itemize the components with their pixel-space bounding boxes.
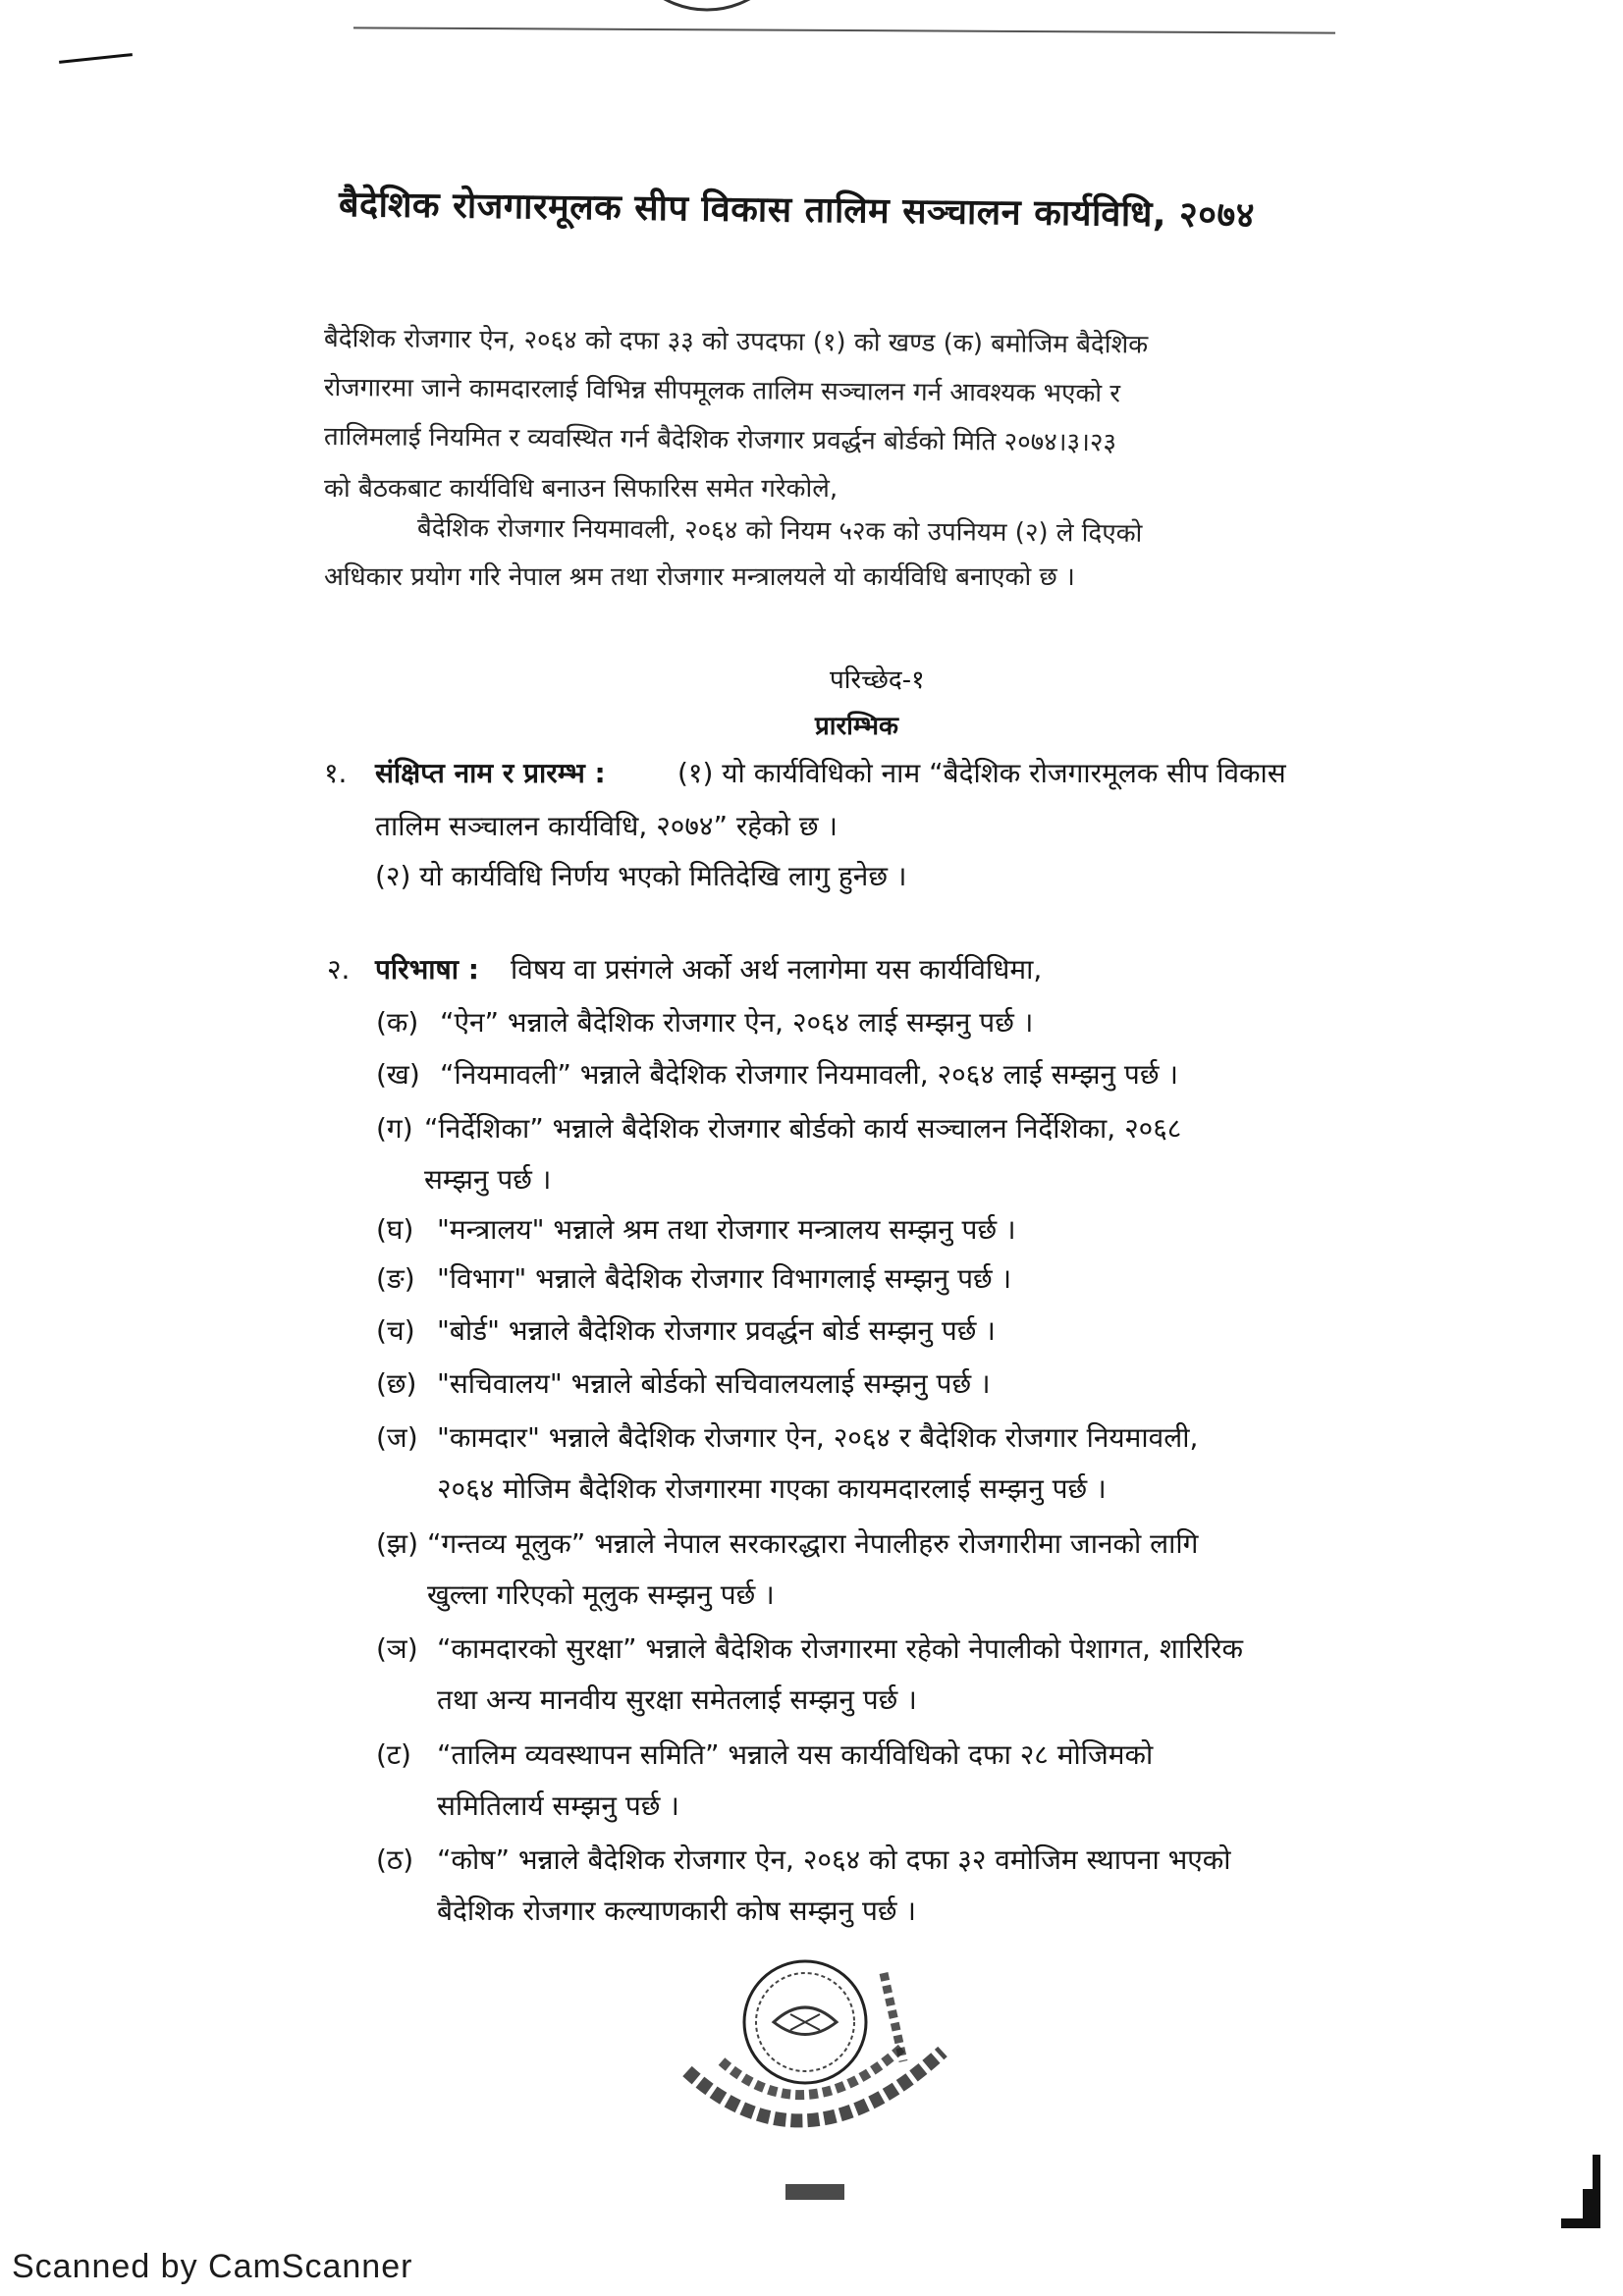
definition-label: (ञ) bbox=[376, 1632, 418, 1665]
definition-label: (ज) bbox=[376, 1421, 418, 1454]
definition-text: बैदेशिक रोजगार कल्याणकारी कोष सम्झनु पर्छ । bbox=[437, 1895, 917, 1927]
section-text: (१) यो कार्यविधिको नाम “बैदेशिक रोजगारमूलक सीप विकास bbox=[677, 757, 1286, 789]
definition-label: (ख) bbox=[376, 1058, 420, 1091]
definition-text: "सचिवालय" भन्नाले बोर्डको सचिवालयलाई सम्झनु पर्छ । bbox=[437, 1367, 991, 1400]
definition-text: खुल्ला गरिएको मूलुक सम्झनु पर्छ । bbox=[427, 1578, 775, 1611]
scanner-watermark: Scanned by CamScanner bbox=[12, 2248, 413, 2285]
definition-label: (घ) bbox=[376, 1213, 414, 1246]
definition-text: समितिलार्य सम्झनु पर्छ । bbox=[437, 1789, 679, 1822]
section-intro: विषय वा प्रसंगले अर्को अर्थ नलागेमा यस कार्यविधिमा, bbox=[511, 953, 1043, 986]
definition-text: “कोष” भन्नाले बैदेशिक रोजगार ऐन, २०६४ को दफा ३२ वमोजिम स्थापना भएको bbox=[437, 1843, 1231, 1876]
pen-dash-mark bbox=[59, 53, 133, 64]
document-title: बैदेशिक रोजगारमूलक सीप विकास तालिम सञ्चालन कार्यविधि, २०७४ bbox=[338, 185, 1256, 237]
chapter-name: प्रारम्भिक bbox=[815, 712, 898, 741]
definition-text: सम्झनु पर्छ । bbox=[424, 1163, 552, 1196]
section-heading: संक्षिप्त नाम र प्रारम्भ : bbox=[375, 757, 606, 789]
definition-text: “गन्तव्य मूलुक” भन्नाले नेपाल सरकारद्धारा नेपालीहरु रोजगारीमा जानको लागि bbox=[427, 1527, 1199, 1560]
definition-text: “ऐन” भन्नाले बैदेशिक रोजगार ऐन, २०६४ लाई सम्झनु पर्छ । bbox=[440, 1006, 1034, 1039]
definition-label: (झ) bbox=[376, 1527, 419, 1560]
definition-text: तथा अन्य मानवीय सुरक्षा समेतलाई सम्झनु पर्छ । bbox=[437, 1683, 917, 1716]
definition-label: (छ) bbox=[376, 1367, 417, 1400]
definition-label: (क) bbox=[376, 1006, 419, 1039]
chapter-number: परिच्छेद-१ bbox=[830, 666, 925, 695]
official-seal-stamp bbox=[648, 1953, 982, 2218]
definition-label: (ग) bbox=[376, 1112, 413, 1145]
section-number: २. bbox=[327, 953, 351, 986]
preamble-line: बैदेशिक रोजगार नियमावली, २०६४ को नियम ५२क को उपनियम (२) ले दिएको bbox=[416, 513, 1143, 549]
definition-text: २०६४ मोजिम बैदेशिक रोजगारमा गएका कायमदारलाई सम्झनु पर्छ । bbox=[437, 1472, 1107, 1505]
definition-label: (ट) bbox=[376, 1738, 411, 1771]
definition-text: “निर्देशिका” भन्नाले बैदेशिक रोजगार बोर्डको कार्य सञ्चालन निर्देशिका, २०६८ bbox=[424, 1112, 1182, 1145]
definition-text: “तालिम व्यवस्थापन समिति” भन्नाले यस कार्यविधिको दफा २८ मोजिमको bbox=[437, 1738, 1154, 1771]
preamble-line: रोजगारमा जाने कामदारलाई विभिन्न सीपमूलक तालिम सञ्चालन गर्न आवश्यक भएको र bbox=[323, 373, 1121, 409]
definition-text: "कामदार" भन्नाले बैदेशिक रोजगार ऐन, २०६४ र बैदेशिक रोजगार नियमावली, bbox=[437, 1421, 1199, 1454]
preamble-line: अधिकार प्रयोग गरि नेपाल श्रम तथा रोजगार मन्त्रालयले यो कार्यविधि बनाएको छ । bbox=[324, 562, 1075, 592]
preamble-line: बैदेशिक रोजगार ऐन, २०६४ को दफा ३३ को उपदफा (१) को खण्ड (क) बमोजिम बैदेशिक bbox=[323, 324, 1149, 360]
section-text: (२) यो कार्यविधि निर्णय भएको मितिदेखि लागु हुनेछ । bbox=[375, 860, 907, 892]
section-text: तालिम सञ्चालन कार्यविधि, २०७४” रहेको छ । bbox=[375, 810, 838, 842]
definition-text: "विभाग" भन्नाले बैदेशिक रोजगार विभागलाई सम्झनु पर्छ । bbox=[437, 1262, 1012, 1295]
scan-corner-mark bbox=[1561, 2150, 1605, 2228]
preamble-line: को बैठकबाट कार्यविधि बनाउन सिफारिस समेत गरेकोले, bbox=[324, 474, 839, 504]
definition-label: (च) bbox=[376, 1314, 415, 1347]
section-number: १. bbox=[324, 757, 348, 789]
definition-text: “नियमावली” भन्नाले बैदेशिक रोजगार नियमावली, २०६४ लाई सम्झनु पर्छ । bbox=[440, 1058, 1178, 1091]
definition-label: (ठ) bbox=[376, 1843, 414, 1876]
definition-label: (ङ) bbox=[376, 1262, 415, 1295]
definition-text: "बोर्ड" भन्नाले बैदेशिक रोजगार प्रवर्द्धन बोर्ड सम्झनु पर्छ । bbox=[437, 1314, 996, 1347]
definition-text: “कामदारको सुरक्षा” भन्नाले बैदेशिक रोजगारमा रहेको नेपालीको पेशागत, शारिरिक bbox=[437, 1632, 1244, 1665]
preamble-line: तालिमलाई नियमित र व्यवस्थित गर्न बैदेशिक रोजगार प्रवर्द्धन बोर्डको मिति २०७४।३।२३ bbox=[323, 422, 1117, 458]
top-seal-fragment bbox=[530, 0, 884, 29]
section-heading: परिभाषा : bbox=[375, 953, 479, 986]
definition-text: "मन्त्रालय" भन्नाले श्रम तथा रोजगार मन्त्रालय सम्झनु पर्छ । bbox=[437, 1213, 1016, 1246]
